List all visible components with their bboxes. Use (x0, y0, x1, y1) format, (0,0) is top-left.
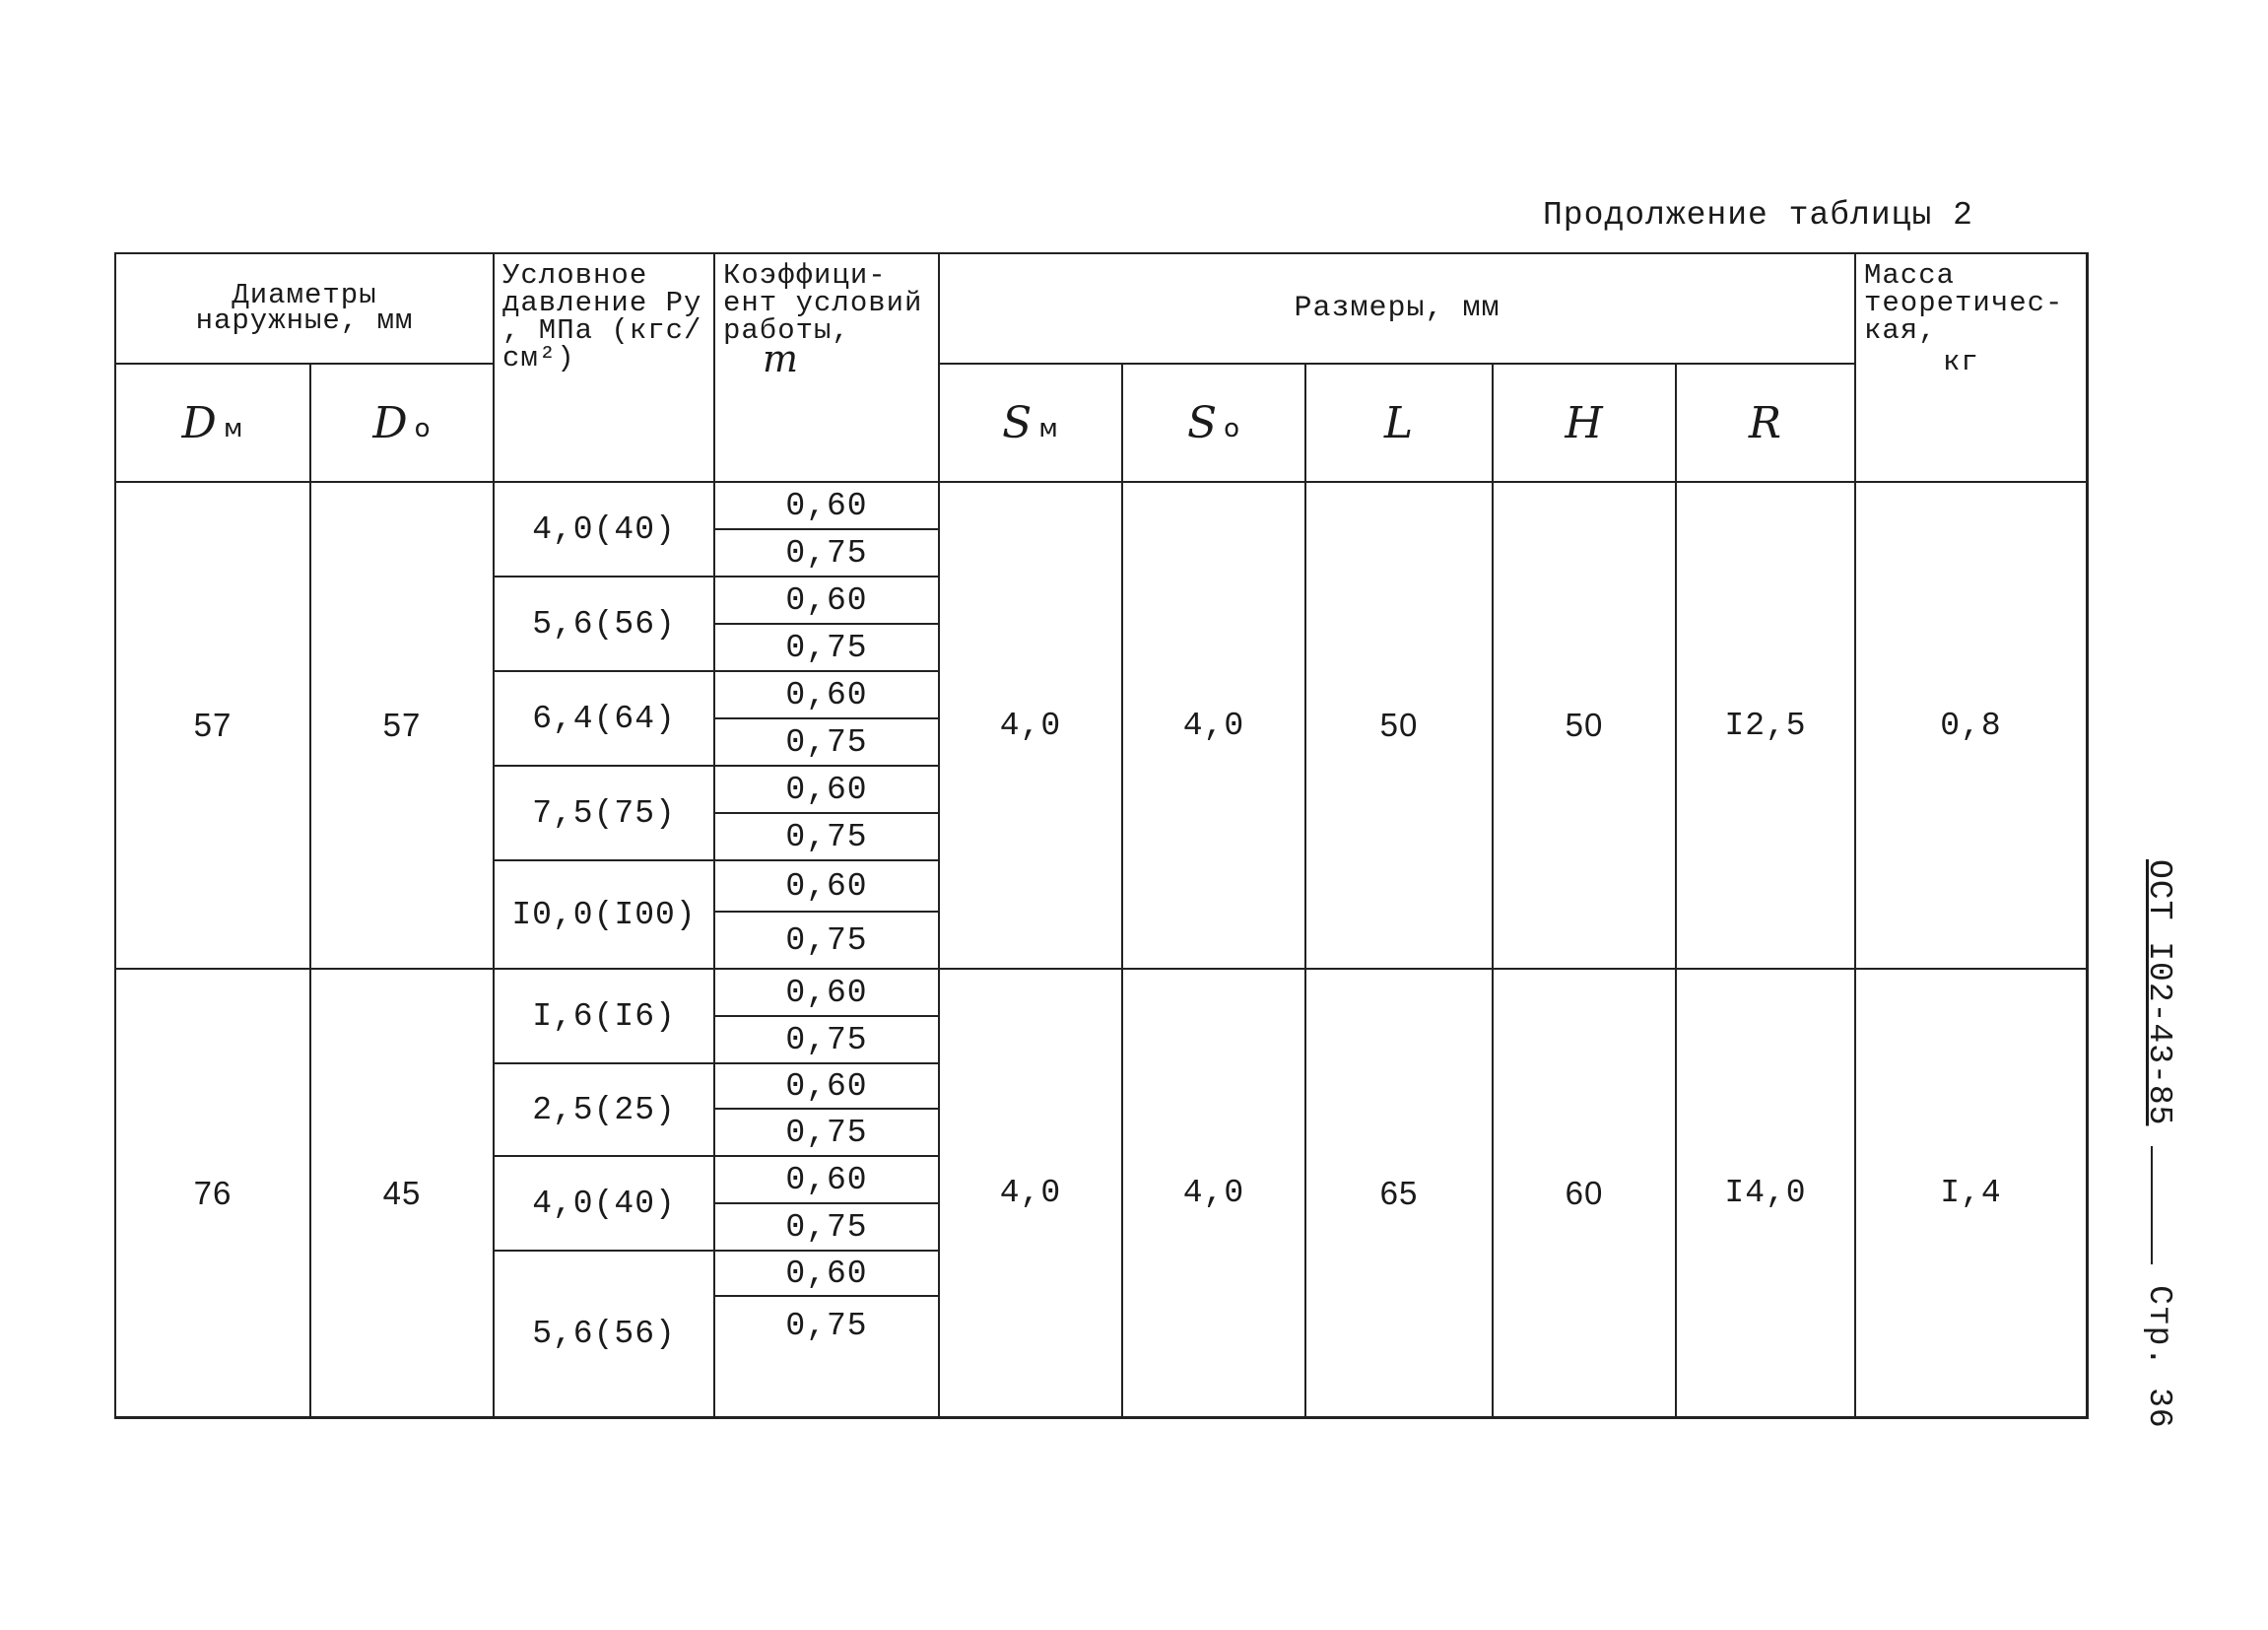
group2-pressure-2 (493, 1062, 713, 1155)
group2-pressure-3 (493, 1155, 713, 1250)
group2-r (1675, 968, 1854, 1419)
group1-coef-1-value: 0,60 (785, 487, 868, 524)
group2-coef-6 (713, 1202, 938, 1250)
data-table (114, 252, 2089, 1419)
side-stamp (2141, 859, 2177, 1429)
group2-mass-value: I,4 (1940, 1175, 2002, 1211)
group1-coef-6 (713, 717, 938, 765)
group1-coef-9-value: 0,60 (785, 867, 868, 905)
header-dm-sub: м (223, 414, 244, 443)
header-h-symbol: H (1565, 397, 1604, 448)
group2-l-value: 65 (1379, 1174, 1419, 1211)
group2-coef-4 (713, 1108, 938, 1155)
group1-mass (1854, 481, 2089, 968)
group1-coef-10 (713, 911, 938, 968)
group2-pressure-1 (493, 968, 713, 1062)
group2-so (1121, 968, 1304, 1419)
header-do-symbol: D (372, 397, 409, 448)
group2-dm-value: 76 (193, 1174, 233, 1211)
group2-pressure-1-value: I,6(I6) (532, 997, 676, 1035)
group1-pressure-1-value: 4,0(40) (532, 510, 676, 548)
header-sm-symbol: S (1002, 397, 1034, 448)
group1-pressure-2 (493, 576, 713, 670)
side-rule (2151, 1146, 2153, 1264)
group1-pressure-3-value: 6,4(64) (532, 700, 676, 737)
group2-coef-6-value: 0,75 (785, 1208, 868, 1246)
group1-do (309, 481, 493, 968)
group2-coef-1 (713, 968, 938, 1015)
header-sm (938, 363, 1121, 481)
group1-coef-9 (713, 859, 938, 911)
group2-coef-5-value: 0,60 (785, 1161, 868, 1198)
group2-coef-1-value: 0,60 (785, 974, 868, 1011)
group2-coef-2-value: 0,75 (785, 1021, 868, 1058)
group2-h (1492, 968, 1675, 1419)
group1-so (1121, 481, 1304, 968)
group1-so-value: 4,0 (1182, 707, 1245, 744)
header-coef-text: Коэффици-ент условий работы, (723, 259, 923, 347)
group2-dm (114, 968, 309, 1419)
group1-coef-1 (713, 481, 938, 528)
group2-coef-3 (713, 1062, 938, 1108)
header-pressure (493, 252, 713, 481)
group1-coef-4-value: 0,75 (785, 629, 868, 666)
group1-coef-8-value: 0,75 (785, 818, 868, 855)
group1-l-value: 50 (1379, 707, 1419, 743)
group1-dm (114, 481, 309, 968)
group1-coef-5-value: 0,60 (785, 676, 868, 713)
group2-mass (1854, 968, 2089, 1419)
group2-coef-2 (713, 1015, 938, 1062)
group1-coef-8 (713, 812, 938, 859)
group1-mass-value: 0,8 (1940, 707, 2002, 744)
group1-coef-6-value: 0,75 (785, 723, 868, 761)
header-diameters (114, 252, 493, 363)
header-mass-text: Масса теоретичес-кая, (1864, 259, 2064, 347)
group2-sm-value: 4,0 (999, 1175, 1062, 1211)
group1-coef-2-value: 0,75 (785, 534, 868, 572)
group2-do (309, 968, 493, 1419)
group1-sm (938, 481, 1121, 968)
group2-pressure-4-value: 5,6(56) (532, 1316, 676, 1352)
group1-pressure-5 (493, 859, 713, 968)
group1-pressure-3 (493, 670, 713, 765)
header-dm-symbol: D (181, 397, 218, 448)
group1-l (1304, 481, 1492, 968)
group2-h-value: 60 (1565, 1174, 1604, 1211)
header-coef-symbol: m (763, 337, 800, 380)
header-so (1121, 363, 1304, 481)
group2-coef-7-value: 0,60 (785, 1255, 868, 1292)
header-diameters-text: Диаметры наружные, мм (195, 279, 414, 337)
group1-pressure-2-value: 5,6(56) (532, 605, 676, 643)
group1-h-value: 50 (1565, 707, 1604, 743)
group2-coef-3-value: 0,60 (785, 1067, 868, 1105)
header-l-symbol: L (1383, 397, 1415, 448)
header-do-sub: о (414, 414, 432, 443)
group1-coef-4 (713, 623, 938, 670)
header-sizes (938, 252, 1854, 363)
group1-coef-10-value: 0,75 (785, 921, 868, 959)
group1-pressure-4-value: 7,5(75) (532, 794, 676, 832)
header-coef (713, 252, 938, 481)
group1-sm-value: 4,0 (999, 707, 1062, 744)
group2-coef-5 (713, 1155, 938, 1202)
group2-coef-8 (713, 1295, 938, 1354)
table-caption: Продолжение таблицы 2 (1543, 197, 1973, 234)
group2-l (1304, 968, 1492, 1419)
group1-coef-7 (713, 765, 938, 812)
group1-coef-5 (713, 670, 938, 717)
group1-pressure-5-value: I0,0(I00) (511, 896, 697, 933)
group2-so-value: 4,0 (1182, 1175, 1245, 1211)
group2-coef-4-value: 0,75 (785, 1114, 868, 1151)
group1-dm-value: 57 (193, 707, 233, 743)
group2-pressure-3-value: 4,0(40) (532, 1185, 676, 1222)
group1-coef-2 (713, 528, 938, 576)
group2-coef-8-value: 0,75 (785, 1307, 868, 1344)
header-mass-unit: кг (1943, 346, 1979, 378)
group2-do-value: 45 (382, 1174, 422, 1211)
doc-code: ОСТ I02-43-85 (2141, 859, 2177, 1126)
group1-coef-3 (713, 576, 938, 623)
header-mass (1854, 252, 2089, 481)
page-number: Стр. 36 (2141, 1285, 2177, 1429)
header-so-sub: о (1224, 414, 1241, 443)
group2-r-value: I4,0 (1724, 1175, 1807, 1211)
header-r-symbol: R (1748, 397, 1783, 448)
header-pressure-text: Условное давление Py , МПа (кгс/см²) (502, 259, 702, 374)
header-r (1675, 363, 1854, 481)
group1-do-value: 57 (382, 707, 422, 743)
group2-coef-7 (713, 1250, 938, 1295)
group1-r (1675, 481, 1854, 968)
group1-pressure-1 (493, 481, 713, 576)
header-sizes-text: Размеры, мм (1294, 292, 1501, 325)
header-h (1492, 363, 1675, 481)
header-do (309, 363, 493, 481)
group1-r-value: I2,5 (1724, 707, 1807, 744)
group1-coef-7-value: 0,60 (785, 771, 868, 808)
header-dm (114, 363, 309, 481)
header-so-symbol: S (1186, 397, 1219, 448)
group2-coef-filler (713, 1354, 938, 1419)
group2-pressure-4 (493, 1250, 713, 1419)
group1-coef-3-value: 0,60 (785, 581, 868, 619)
group1-pressure-4 (493, 765, 713, 859)
header-l (1304, 363, 1492, 481)
header-sm-sub: м (1038, 414, 1059, 443)
group2-sm (938, 968, 1121, 1419)
group1-h (1492, 481, 1675, 968)
group2-pressure-2-value: 2,5(25) (532, 1091, 676, 1128)
